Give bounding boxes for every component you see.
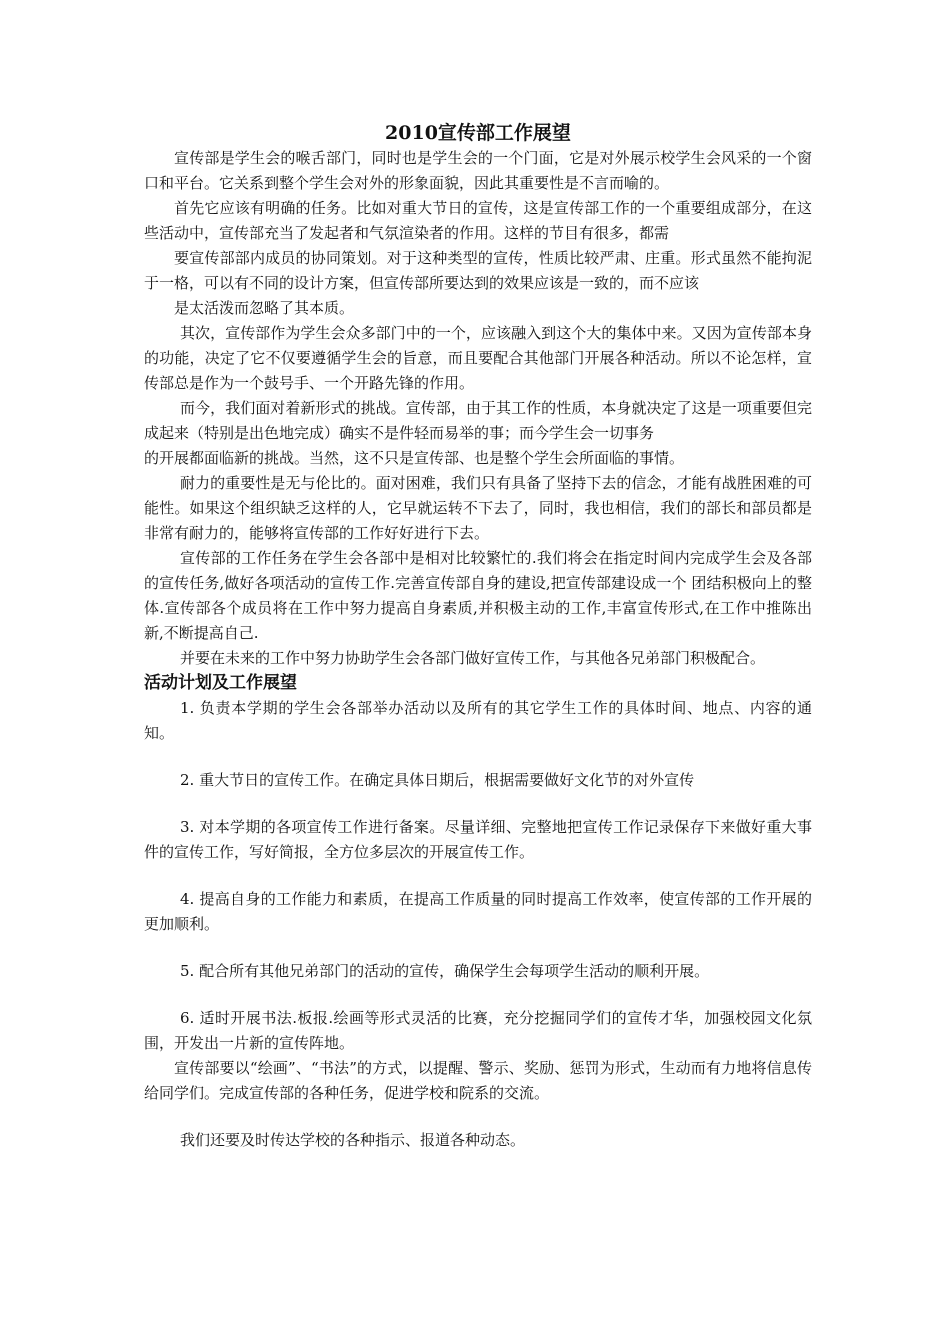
paragraph-intro-8: 耐力的重要性是无与伦比的。面对困难，我们只有具备了坚持下去的信念，才能有战胜困难的可能性。如果这个组织缺乏这样的人，它早就运转不下去了，同时，我也相信，我们的部长和部员都是非常有耐力的，能够将宣传部的工作好好进行下去。 xyxy=(144,474,812,542)
paragraph-intro-5: 其次，宣传部作为学生会众多部门中的一个，应该融入到这个大的集体中来。又因为宣传部本身的功能，决定了它不仅要遵循学生会的旨意，而且要配合其他部门开展各种活动。所以不论怎样，宣传部总是作为一个鼓号手、一个开路先锋的作用。 xyxy=(144,324,812,392)
paragraph-intro-4: 是太活泼而忽略了其本质。 xyxy=(174,299,355,317)
plan-item-4: 4. 提高自身的工作能力和素质，在提高工作质量的同时提高工作效率，使宣传部的工作开展的更加顺利。 xyxy=(144,890,812,933)
paragraph-intro-2: 首先它应该有明确的任务。比如对重大节日的宣传，这是宣传部工作的一个重要组成部分，在这些活动中，宣传部充当了发起者和气氛渲染者的作用。这样的节目有很多，都需 xyxy=(144,199,812,242)
plan-item-2: 2. 重大节日的宣传工作。在确定具体日期后，根据需要做好文化节的对外宣传 xyxy=(180,771,695,789)
spacer xyxy=(144,1106,812,1128)
paragraph-intro-7: 的开展都面临新的挑战。当然，这不只是宣传部、也是整个学生会所面临的事情。 xyxy=(144,449,685,467)
closing-paragraph-1: 宣传部要以“绘画”、“书法”的方式，以提醒、警示、奖励、惩罚为形式，生动而有力地将信息传给同学们。完成宣传部的各种任务，促进学校和院系的交流。 xyxy=(144,1059,812,1102)
plan-item-6: 6. 适时开展书法.板报.绘画等形式灵活的比赛，充分挖掘同学们的宣传才华，加强校园文化氛围，开发出一片新的宣传阵地。 xyxy=(144,1009,812,1052)
section-title: 活动计划及工作展望 xyxy=(144,673,297,693)
spacer xyxy=(144,793,812,815)
spacer xyxy=(144,865,812,887)
document-title: 2010宣传部工作展望 xyxy=(385,122,571,144)
spacer xyxy=(144,984,812,1006)
paragraph-intro-6: 而今，我们面对着新形式的挑战。宣传部，由于其工作的性质，本身就决定了这是一项重要但完成起来（特别是出色地完成）确实不是件轻而易举的事；而今学生会一切事务 xyxy=(144,399,812,442)
plan-item-3: 3. 对本学期的各项宣传工作进行备案。尽量详细、完整地把宣传工作记录保存下来做好重大事件的宣传工作，写好简报，全方位多层次的开展宣传工作。 xyxy=(144,818,812,861)
plan-item-1: 1. 负责本学期的学生会各部举办活动以及所有的其它学生工作的具体时间、地点、内容的通知。 xyxy=(144,699,812,742)
paragraph-intro-1: 宣传部是学生会的喉舌部门，同时也是学生会的一个门面，它是对外展示校学生会风采的一个窗口和平台。它关系到整个学生会对外的形象面貌，因此其重要性是不言而喻的。 xyxy=(144,149,812,192)
paragraph-intro-9: 宣传部的工作任务在学生会各部中是相对比较繁忙的.我们将会在指定时间内完成学生会及各部的宣传任务,做好各项活动的宣传工作.完善宣传部自身的建设,把宣传部建设成一个 团结积极向上的整体.宣传部各个成员将在工作中努力提高自身素质,并积极主动的工作,丰富宣传形式,在工作中推陈出新,不断提高自己. xyxy=(144,549,812,642)
closing-paragraph-2: 我们还要及时传达学校的各种指示、报道各种动态。 xyxy=(180,1131,526,1149)
spacer xyxy=(144,937,812,959)
paragraph-intro-10: 并要在未来的工作中努力协助学生会各部门做好宣传工作，与其他各兄弟部门积极配合。 xyxy=(180,649,766,667)
spacer xyxy=(144,746,812,768)
paragraph-intro-3: 要宣传部部内成员的协同策划。对于这种类型的宣传，性质比较严肃、庄重。形式虽然不能拘泥于一格，可以有不同的设计方案，但宣传部所要达到的效果应该是一致的，而不应该 xyxy=(144,249,812,292)
plan-item-5: 5. 配合所有其他兄弟部门的活动的宣传，确保学生会每项学生活动的顺利开展。 xyxy=(180,962,710,980)
document-page xyxy=(144,120,812,1153)
